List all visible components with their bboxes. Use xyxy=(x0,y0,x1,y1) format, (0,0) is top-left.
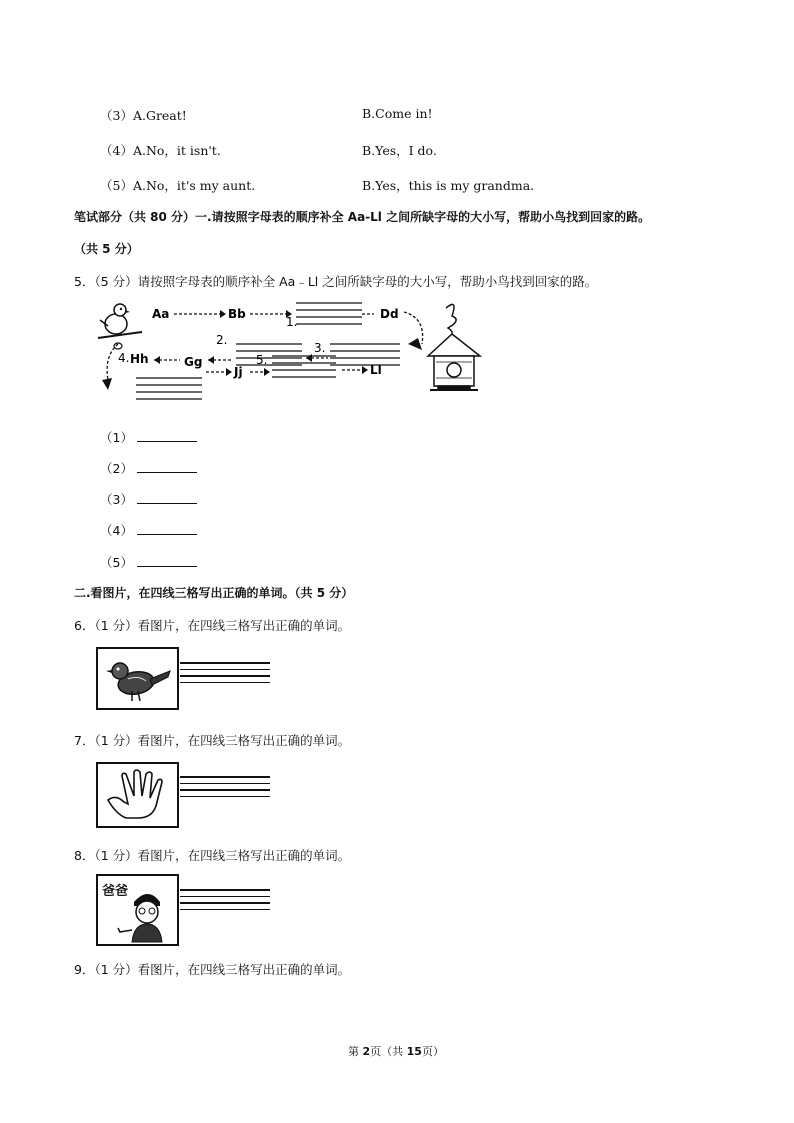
blank-lines-3 xyxy=(330,344,400,365)
path-number-5: 5. xyxy=(256,353,268,367)
option-number: （3） xyxy=(100,108,133,123)
written-section-header: 笔试部分（共 80 分）一.请按照字母表的顺序补全 Aa-Ll 之间所缺字母的大小写，帮助小鸟找到回家的路。 xyxy=(74,210,651,224)
question-9-stem: 9．（1 分）看图片，在四线三格写出正确的单词。 xyxy=(74,962,351,977)
path-letter-hh: Hh xyxy=(130,352,149,366)
question-8-stem: 8．（1 分）看图片，在四线三格写出正确的单词。 xyxy=(74,848,351,863)
path-number-4: 4. xyxy=(118,351,130,365)
question-6-stem: 6．（1 分）看图片，在四线三格写出正确的单词。 xyxy=(74,618,351,633)
blank-lines-1 xyxy=(296,303,362,324)
option-a: A.No，it's my aunt. xyxy=(132,178,256,193)
path-letter-jj: Jj xyxy=(234,365,243,379)
path-number-1: 1. xyxy=(286,315,298,329)
bird-icon xyxy=(98,304,142,349)
answer-blank-line[interactable] xyxy=(137,554,197,567)
answer-blank-label: （3） xyxy=(100,492,133,507)
answer-blank-label: （5） xyxy=(100,555,133,570)
father-icon xyxy=(98,876,177,944)
option-number: （4） xyxy=(100,143,133,158)
option-number: （5） xyxy=(100,178,133,193)
hand-icon xyxy=(98,764,177,826)
bird-icon xyxy=(98,649,177,708)
blank-lines-5 xyxy=(272,356,336,377)
four-line-grid-q6[interactable] xyxy=(180,662,270,688)
birdhouse-icon xyxy=(428,304,480,390)
footer-prefix: 第 xyxy=(348,1045,363,1058)
footer-total-pages: 15 xyxy=(406,1045,422,1058)
option-b-3: B.Come in! xyxy=(362,106,433,121)
section-2-title: 二.看图片，在四线三格写出正确的单词。（共 5 分） xyxy=(74,586,354,600)
blank-lines-2 xyxy=(236,344,302,365)
hand-picture xyxy=(96,762,179,828)
four-line-grid-q7[interactable] xyxy=(180,776,270,802)
father-picture xyxy=(96,874,179,946)
option-a: A.Great! xyxy=(132,108,187,123)
footer-suffix: 页） xyxy=(421,1045,444,1058)
written-section-points: （共 5 分） xyxy=(74,242,139,256)
father-picture-label: 爸爸 xyxy=(102,884,129,899)
path-letter-bb: Bb xyxy=(228,307,246,321)
page-footer xyxy=(348,1043,444,1059)
option-b-4: B.Yes，I do. xyxy=(362,143,437,158)
option-row-4 xyxy=(100,141,221,159)
answer-blank-label: （2） xyxy=(100,461,133,476)
path-letter-ll: Ll xyxy=(370,363,382,377)
path-letter-dd: Dd xyxy=(380,307,399,321)
answer-blank-label: （1） xyxy=(100,430,133,445)
path-letter-aa: Aa xyxy=(152,307,170,321)
question-5-stem: 5．（5 分）请按照字母表的顺序补全 Aa﹣Ll 之间所缺字母的大小写，帮助小鸟找到回家的路。 xyxy=(74,274,598,289)
footer-middle: 页（共 xyxy=(370,1045,407,1058)
answer-blank-2[interactable] xyxy=(100,459,197,477)
answer-blank-line[interactable] xyxy=(137,522,197,535)
four-line-grid-q8[interactable] xyxy=(180,889,270,915)
answer-blank-1[interactable] xyxy=(100,428,197,446)
answer-blank-line[interactable] xyxy=(137,429,197,442)
answer-blank-4[interactable] xyxy=(100,521,197,539)
answer-blank-line[interactable] xyxy=(137,460,197,473)
answer-blank-line[interactable] xyxy=(137,491,197,504)
answer-blank-3[interactable] xyxy=(100,490,197,508)
question-7-stem: 7．（1 分）看图片，在四线三格写出正确的单词。 xyxy=(74,733,351,748)
footer-page-number: 2 xyxy=(362,1045,371,1058)
answer-blank-5[interactable] xyxy=(100,553,197,571)
option-b-5: B.Yes，this is my grandma. xyxy=(362,178,535,193)
option-row-3 xyxy=(100,106,187,124)
path-number-2: 2. xyxy=(216,333,228,347)
bird-picture xyxy=(96,647,179,710)
path-letter-gg: Gg xyxy=(184,355,203,369)
blank-lines-4 xyxy=(136,378,202,399)
alphabet-path-diagram xyxy=(96,298,496,410)
option-row-5 xyxy=(100,176,255,194)
answer-blank-label: （4） xyxy=(100,523,133,538)
path-number-3: 3. xyxy=(314,341,326,355)
option-a: A.No，it isn't. xyxy=(132,143,221,158)
